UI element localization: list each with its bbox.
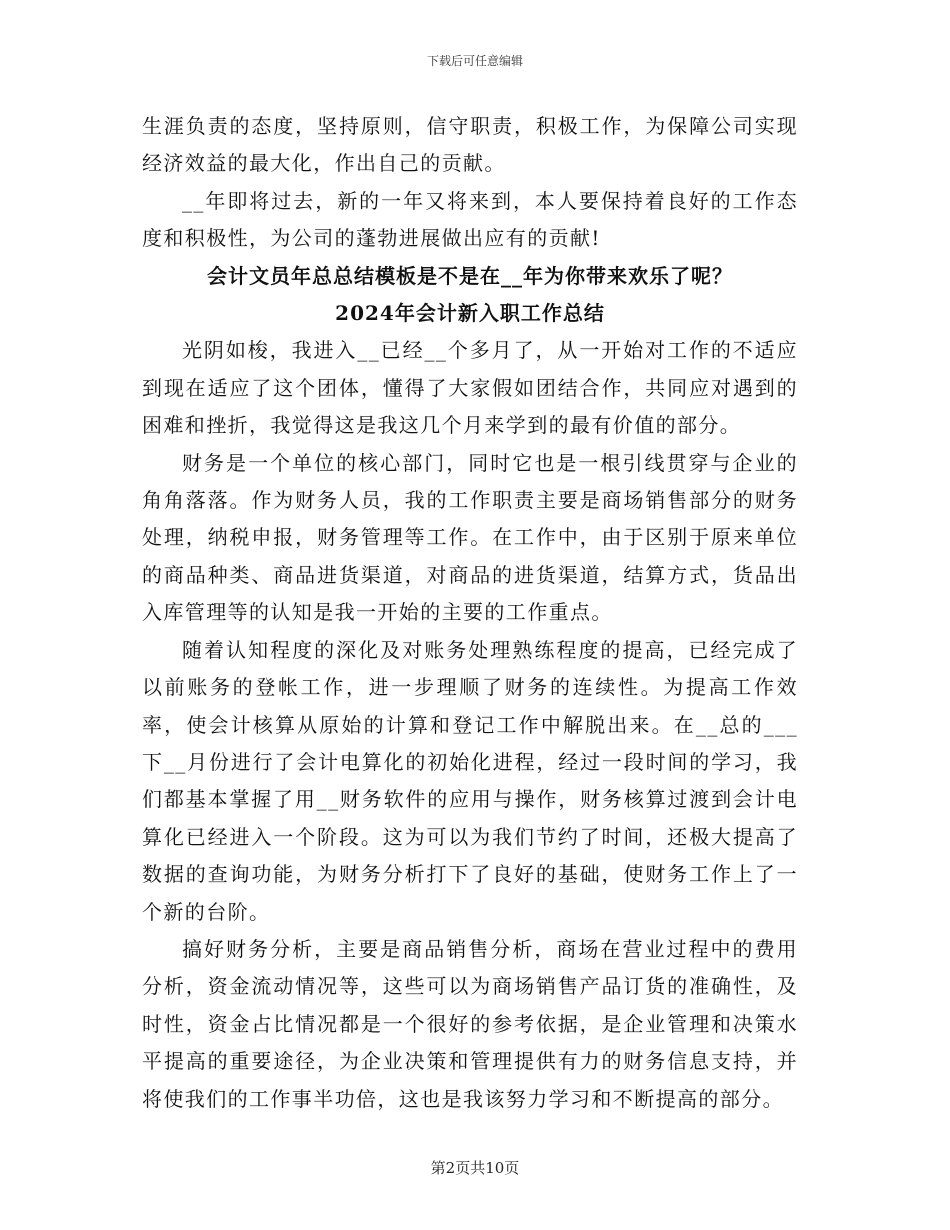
page-number: 第2页共10页 — [430, 1159, 520, 1177]
paragraph-computerization: 随着认知程度的深化及对账务处理熟练程度的提高，已经完成了以前账务的登帐工作，进一步理顺了财务的连续性。为提高工作效率，使会计核算从原始的计算和登记工作中解脱出来。在__总的___下__月份进行了会计电算化的初始化进程，经过一段时间的学习，我们都基本掌握了用__财务软件的应用与操作，财务核算过渡到会计电算化已经进入一个阶段。这为可以为我们节约了时间，还极大提高了数据的查询功能，为财务分析打下了良好的基础，使财务工作上了一个新的台阶。 — [142, 637, 798, 924]
page-header: 下载后可任意编辑 — [426, 54, 523, 68]
paragraph-continued: 生涯负责的态度，坚持原则，信守职责，积极工作，为保障公司实现经济效益的最大化，作出自己的贡献。 — [142, 114, 798, 176]
document-title: 2024年会计新入职工作总结 — [335, 301, 605, 326]
document-body — [142, 108, 798, 1118]
paragraph-analysis: 搞好财务分析，主要是商品销售分析，商场在营业过程中的费用分析，资金流动情况等，这些可以为商场销售产品订货的准确性，及时性，资金占比情况都是一个很好的参考依据，是企业管理和决策水平提高的重要途径，为企业决策和管理提供有力的财务信息支持，并将使我们的工作事半功倍，这也是我该努力学习和不断提高的部分。 — [142, 936, 798, 1111]
paragraph-closing: __年即将过去，新的一年又将来到，本人要保持着良好的工作态度和积极性，为公司的蓬勃进展做出应有的贡献! — [142, 188, 798, 251]
section-heading: 会计文员年总总结模板是不是在__年为你带来欢乐了呢？ — [207, 263, 733, 288]
paragraph-intro: 光阴如梭，我进入__已经__个多月了，从一开始对工作的不适应到现在适应了这个团体，懂得了大家假如团结合作，共同应对遇到的困难和挫折，我觉得这是我这几个月来学到的最有价值的部分。 — [142, 338, 798, 438]
paragraph-duties: 财务是一个单位的核心部门，同时它也是一根引线贯穿与企业的角角落落。作为财务人员，我的工作职责主要是商场销售部分的财务处理，纳税申报，财务管理等工作。在工作中，由于区别于原来单位的商品种类、商品进货渠道，对商品的进货渠道，结算方式，货品出入库管理等的认知是我一开始的主要的工作重点。 — [142, 450, 798, 625]
